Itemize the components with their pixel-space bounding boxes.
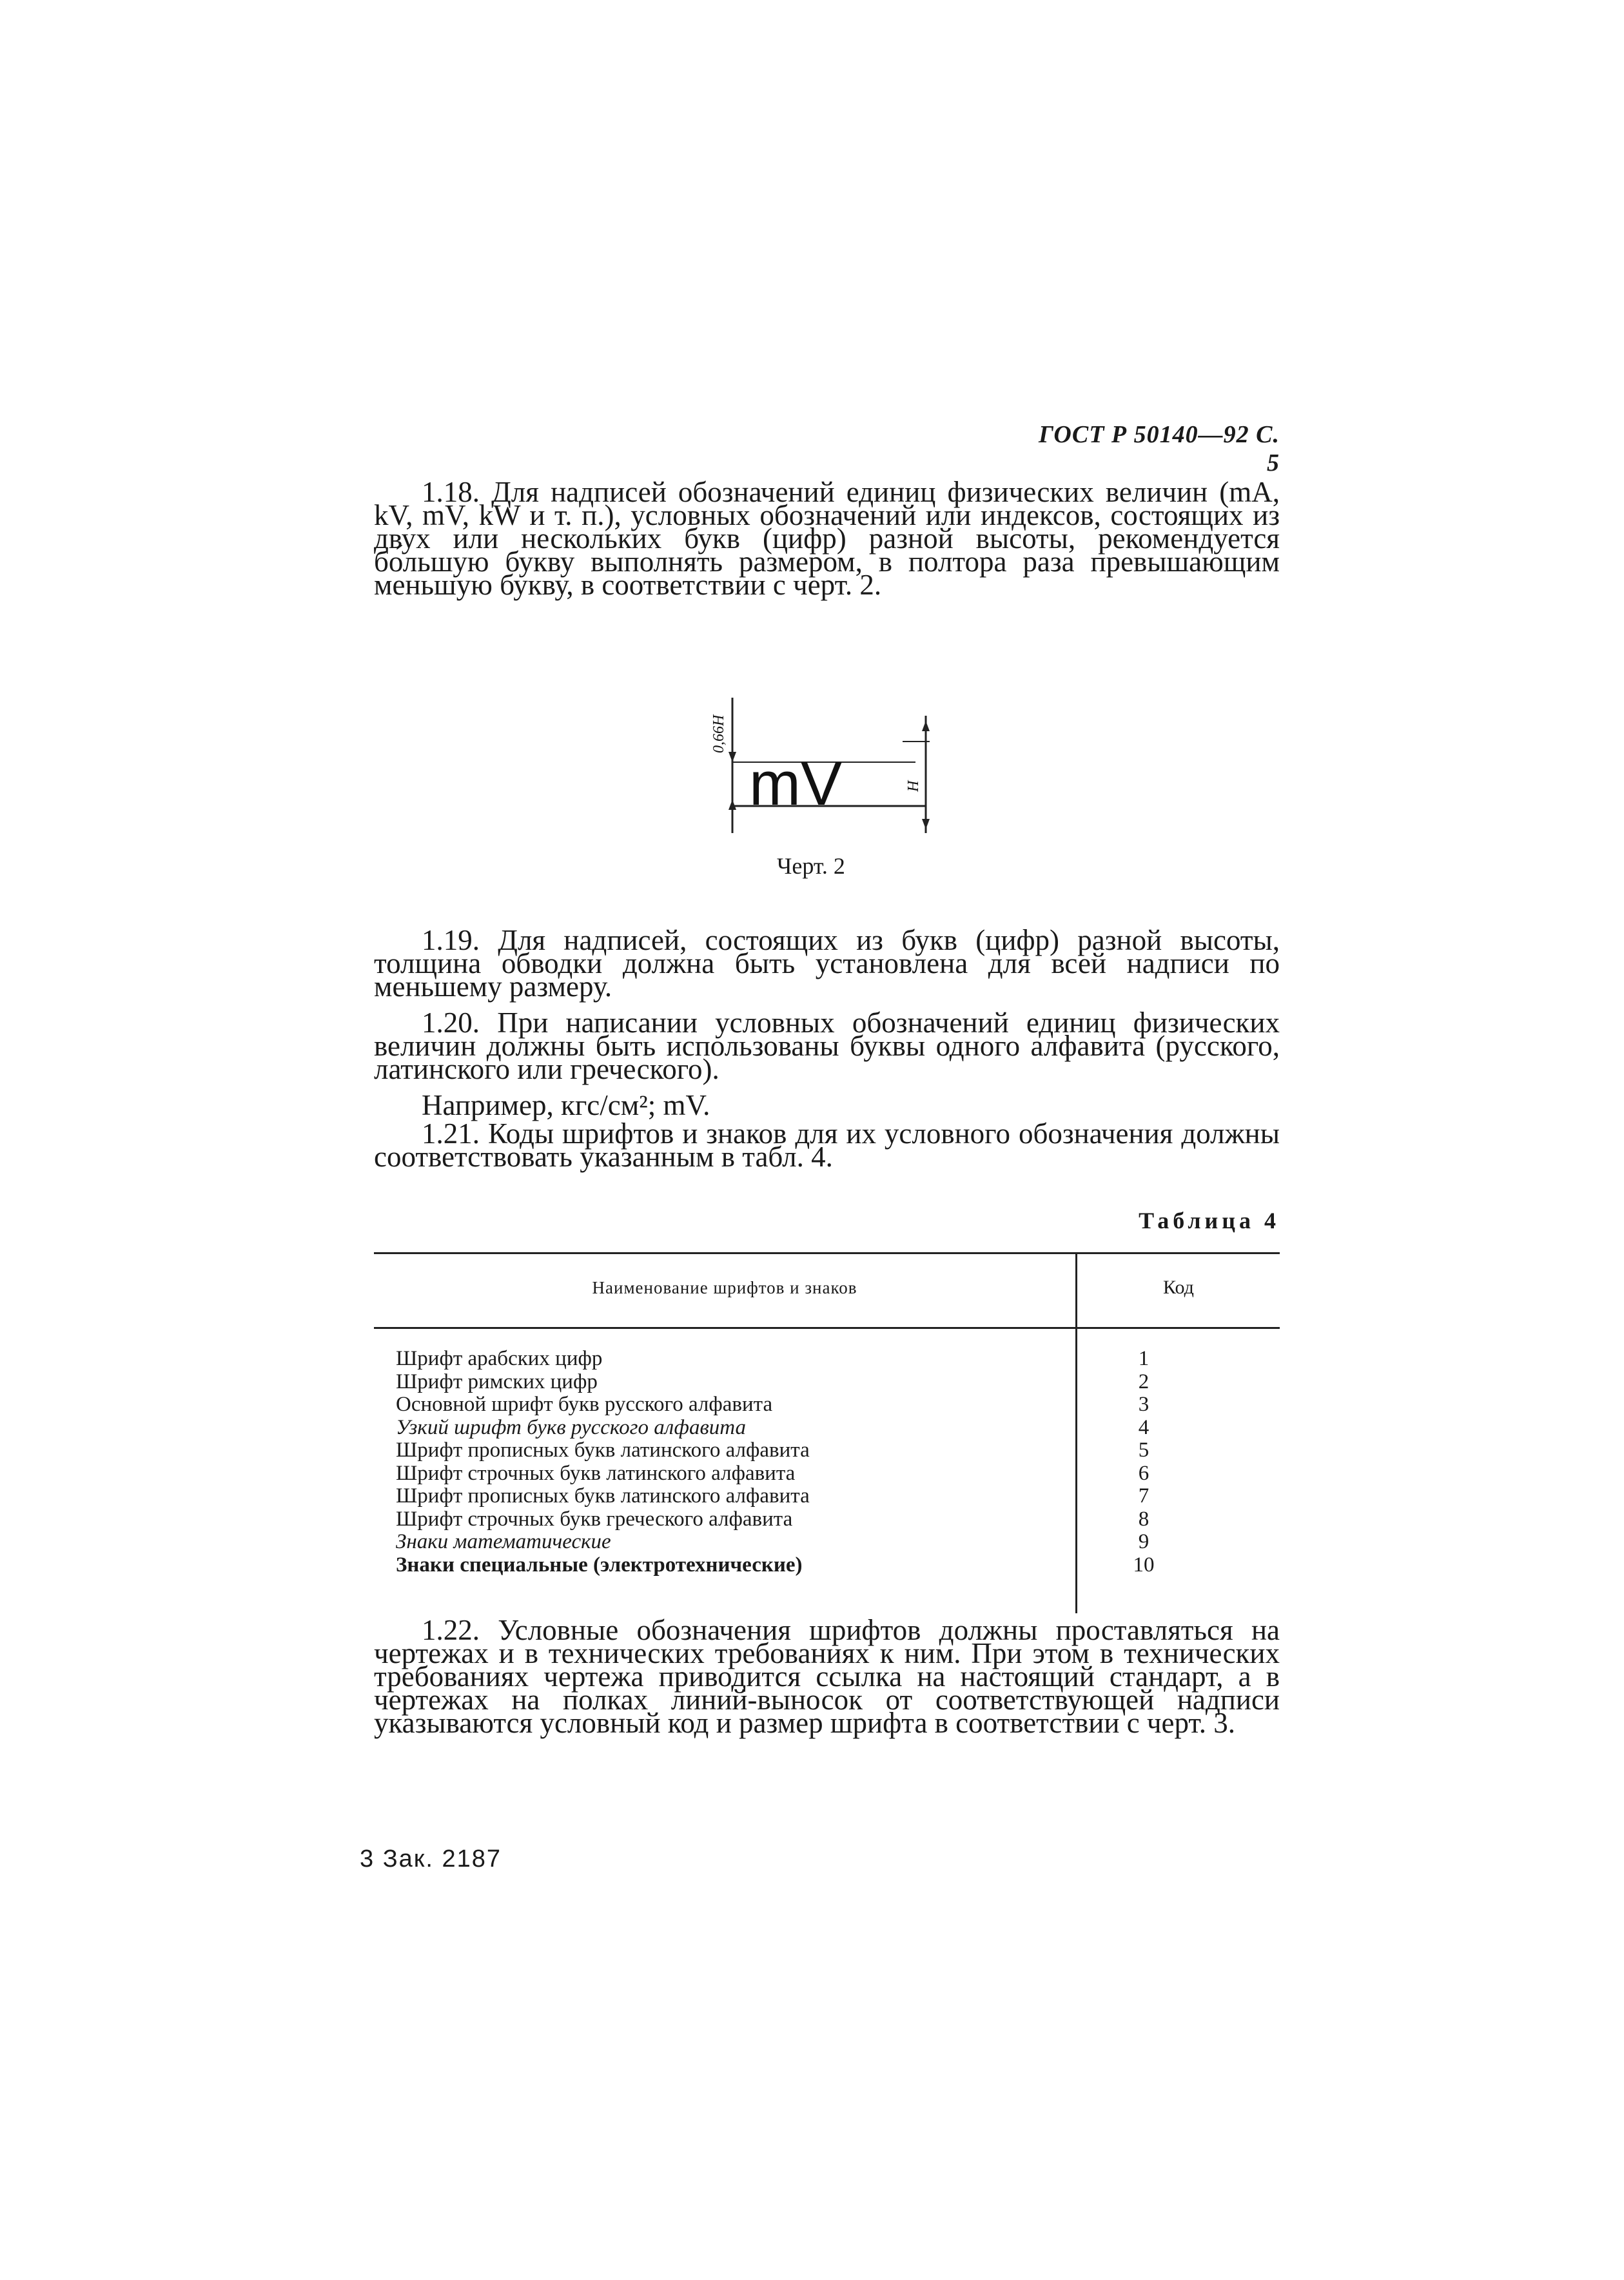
paragraph-text: 1.19. Для надписей, состоящих из букв (цифр) разной высоты, толщина обводки должна быть установлена для всей надписи по меньшему размеру.	[374, 924, 1280, 1003]
table-header-name: Наименование шрифтов и знаков	[592, 1278, 857, 1297]
row-name: Шрифт строчных букв латинского алфавита	[396, 1461, 796, 1485]
row-name: Шрифт строчных букв греческого алфавита	[396, 1507, 793, 1531]
table-row	[396, 1531, 1280, 1554]
row-code: 3	[1138, 1393, 1150, 1416]
paragraph-1-21	[374, 1117, 1280, 1173]
figure-caption: Черт. 2	[777, 853, 845, 879]
table-top-rule	[374, 1252, 1280, 1254]
row-name: Знаки математические	[396, 1530, 611, 1553]
row-name: Шрифт арабских цифр	[396, 1347, 603, 1370]
table-row	[396, 1554, 1280, 1577]
label-right: H	[905, 780, 922, 792]
paragraph-text: Например, кгс/см²; mV.	[422, 1089, 710, 1121]
arrowhead-left-top	[729, 752, 736, 762]
row-code: 4	[1138, 1415, 1150, 1439]
table-title: Таблица 4	[1139, 1208, 1280, 1233]
table-header-rule	[374, 1327, 1280, 1329]
arrowhead-right-bottom	[922, 819, 930, 829]
table-row	[396, 1439, 1280, 1462]
row-name: Знаки специальные (электротехнические)	[396, 1553, 803, 1577]
table-row	[396, 1417, 1280, 1440]
row-code: 7	[1138, 1484, 1150, 1508]
arrowhead-left-bottom	[729, 800, 736, 810]
row-code: 5	[1138, 1439, 1150, 1462]
paragraph-text: 1.21. Коды шрифтов и знаков для их условного обозначения должны соответствовать указанным в табл. 4.	[374, 1117, 1280, 1173]
page-footer: 3 Зак. 2187	[360, 1845, 502, 1872]
row-name: Основной шрифт букв русского алфавита	[396, 1393, 773, 1416]
paragraph-text: 1.18. Для надписей обозначений единиц физических величин (mA, kV, mV, kW и т. п.), условных обозначений или индексов, состоящих из двух или нескольких букв (цифр) разной высоты, рекомендуется бо́льшую букву выполнять размером, в полтора раза превышающим меньшую букву, в соответствии с черт. 2.	[374, 476, 1280, 601]
paragraph-example	[374, 1089, 1280, 1121]
row-name: Шрифт римских цифр	[396, 1370, 598, 1393]
row-code: 1	[1138, 1347, 1150, 1370]
table-row	[396, 1462, 1280, 1486]
table-row	[396, 1371, 1280, 1394]
figure-text-mv: mV	[749, 749, 842, 818]
table-header-code: Код	[1163, 1277, 1194, 1298]
page-header: ГОСТ Р 50140—92 С. 5	[1038, 421, 1280, 477]
paragraph-1-19	[374, 924, 1280, 1003]
paragraph-1-18	[374, 476, 1280, 601]
table-body	[396, 1348, 1280, 1577]
paragraph-text: 1.22. Условные обозначения шрифтов должны проставляться на чертежах и в технических требованиях к ним. При этом в технических требованиях чертежа приводится ссылка на настоящий стандарт, а в чертежах на полках линий-выносок от соответствующей надписи указываются условный код и размер шрифта в соответствии с черт. 3.	[374, 1614, 1280, 1739]
paragraph-text: 1.20. При написании условных обозначений единиц физических величин должны быть использованы буквы одного алфавита (русского, латинского или греческого).	[374, 1007, 1280, 1085]
paragraph-1-22	[374, 1614, 1280, 1739]
table-row	[396, 1508, 1280, 1531]
row-code: 9	[1138, 1530, 1150, 1553]
row-code: 6	[1138, 1461, 1150, 1485]
paragraph-1-20	[374, 1007, 1280, 1085]
row-name: Узкий шрифт букв русского алфавита	[396, 1415, 747, 1439]
arrowhead-right-top	[922, 721, 930, 731]
row-code: 8	[1138, 1507, 1150, 1531]
table-row	[396, 1485, 1280, 1508]
table-row	[396, 1393, 1280, 1417]
row-name: Шрифт прописных букв латинского алфавита	[396, 1484, 810, 1508]
row-code: 2	[1138, 1370, 1150, 1393]
row-name: Шрифт прописных букв латинского алфавита	[396, 1439, 810, 1462]
table-row	[396, 1348, 1280, 1371]
figure-mv-diagram	[709, 683, 954, 845]
label-left: 0,66H	[710, 714, 727, 753]
row-code: 10	[1133, 1553, 1155, 1577]
